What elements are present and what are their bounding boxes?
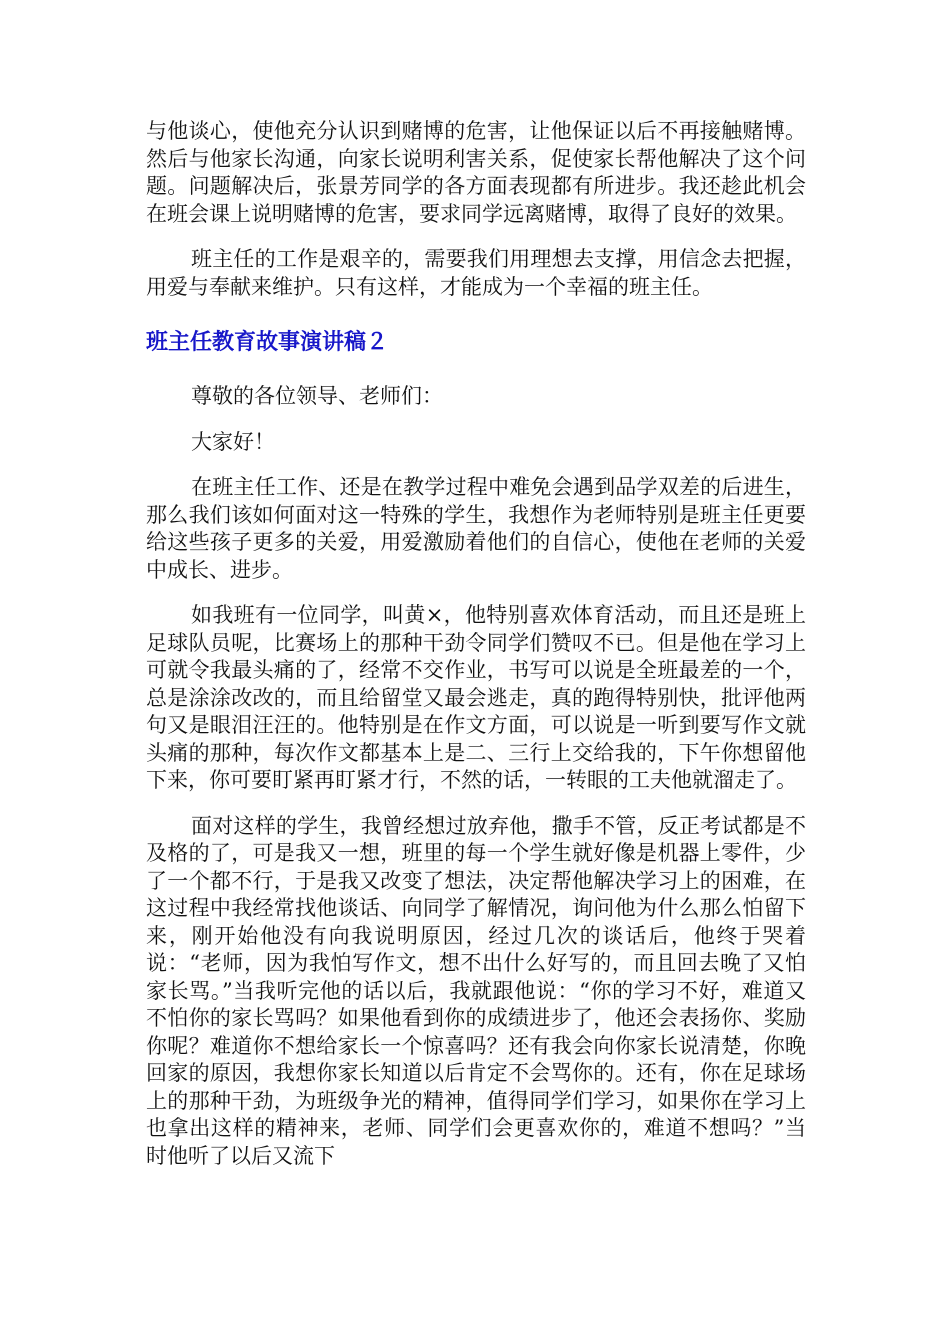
paragraph: 如我班有一位同学，叫黄×，他特别喜欢体育活动，而且还是班上足球队员呢，比赛场上的那种干劲令同学们赞叹不已。但是他在学习上可就令我最头痛的了，经常不交作业，书写可以说是全班最差的一个，总是涂涂改改的，而且给留堂又最会逃走，真的跑得特别快，批评他两句又是眼泪汪汪的。他特别是在作文方面，可以说是一听到要写作文就头痛的那种，每次作文都基本上是二、三行上交给我的，下午你想留他下来，你可要盯紧再盯紧才行，不然的话，一转眼的工夫他就溜走了。: [146, 603, 806, 792]
section-title: 班主任教育故事演讲稿２: [146, 330, 389, 355]
paragraph: 与他谈心，使他充分认识到赌博的危害，让他保证以后不再接触赌博。然后与他家长沟通，向家长说明利害关系，促使家长帮他解决了这个问题。问题解决后，张景芳同学的各方面表现都有所进步。我还趁此机会在班会课上说明赌博的危害，要求同学远离赌博，取得了良好的效果。: [146, 119, 806, 226]
salutation: 尊敬的各位领导、老师们：: [191, 384, 443, 408]
paragraph: 面对这样的学生，我曾经想过放弃他，撒手不管，反正考试都是不及格的了，可是我又一想，班里的每一个学生就好像是机器上零件，少了一个都不行，于是我又改变了想法，决定帮他解决学习上的困难，在这过程中我经常找他谈话、向同学了解情况，询问他为什么那么怕留下来，刚开始他没有向我说明原因，经过几次的谈话后，他终于哭着说：“老师，因为我怕写作文，想不出什么好写的，而且回去晚了又怕家长骂。”当我听完他的话以后，我就跟他说：“你的学习不好，难道又不怕你的家长骂吗？如果他看到你的成绩进步了，他还会表扬你、奖励你呢？难道你不想给家长一个惊喜吗？还有我会向你家长说清楚，你晚回家的原因，我想你家长知道以后肯定不会骂你的。还有，你在足球场上的那种干劲，为班级争光的精神，值得同学们学习，如果你在学习上也拿出这样的精神来，老师、同学们会更喜欢你的，难道不想吗？”当时他听了以后又流下: [146, 813, 806, 1168]
paragraph: 在班主任工作、还是在教学过程中难免会遇到品学双差的后进生，那么我们该如何面对这一特殊的学生，我想作为老师特别是班主任更要给这些孩子更多的关爱，用爱激励着他们的自信心，使他在老师的关爱中成长、进步。: [146, 475, 806, 582]
document-page: [146, 118, 806, 1188]
paragraph: 班主任的工作是艰辛的，需要我们用理想去支撑，用信念去把握，用爱与奉献来维护。只有这样，才能成为一个幸福的班主任。: [146, 247, 806, 299]
greeting: 大家好！: [191, 429, 275, 454]
